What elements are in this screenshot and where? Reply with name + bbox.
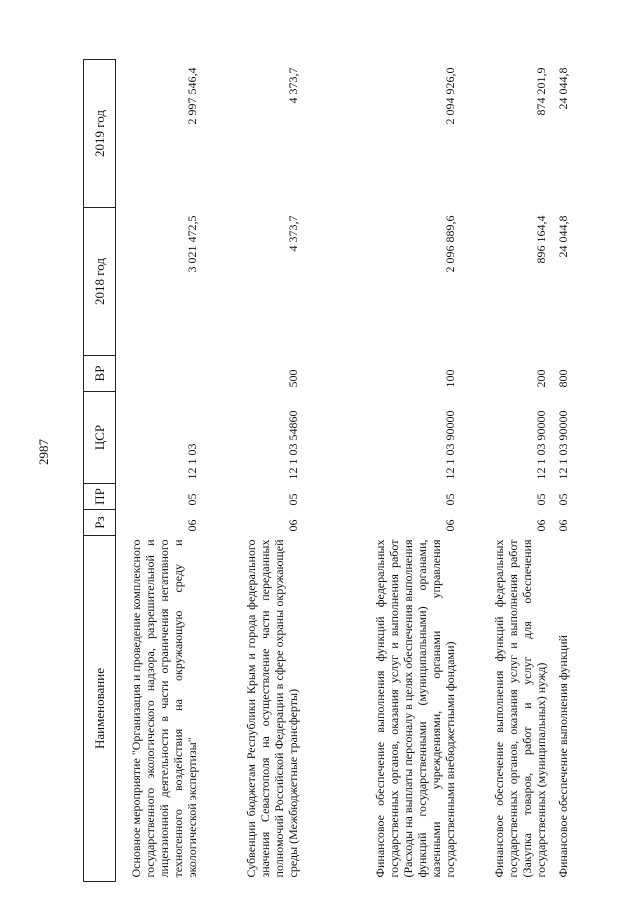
header-pr: ПР: [84, 484, 116, 510]
table-row: [205, 60, 306, 882]
row-name: Финансовое обеспечение выполнения функций: [556, 635, 570, 878]
row-name: Финансовое обеспечение выполнения функций федеральных государственных органов, оказания услуг и выполнения работ (Расходы на выплаты персоналу в целях обеспечения выполнения функций государственными (муниципальными) органами, казенными учреждениями, органами управления государственными внебюджетными фондами): [373, 539, 457, 878]
table-header-row: [84, 60, 116, 882]
row-2018: 24 044,8: [556, 215, 570, 258]
header-vr: ВР: [84, 356, 116, 392]
header-name: Наименование: [84, 536, 116, 882]
row-rz: 06: [534, 519, 548, 532]
row-csr: 12 1 03 90000: [443, 410, 457, 480]
row-pr: 05: [443, 493, 457, 506]
row-name: Финансовое обеспечение выполнения функций федеральных государственных органов, оказания услуг и выполнения работ (Закупка товаров, работ и услуг для обеспечения государственных (муниципальных) нужд): [492, 539, 548, 878]
row-vr: 200: [534, 369, 548, 388]
row-2019: 874 201,9: [534, 67, 548, 116]
row-vr: 500: [286, 369, 300, 388]
header-2018: 2018 год: [84, 208, 116, 356]
table-row: [116, 60, 206, 882]
row-name: Основное мероприятие "Организация и проведение комплексного государственного экологического надзора, разрешительной и лицензионной деятельности в части ограничения негативного техногенного воздействия на окружающую среду и экологической экспертизы": [129, 539, 199, 878]
row-2018: 896 164,4: [534, 215, 548, 264]
row-2018: 2 096 889,6: [443, 215, 457, 273]
row-rz: 06: [185, 519, 199, 532]
budget-table-rotated: [83, 60, 599, 882]
row-2019: 2 997 546,4: [185, 67, 199, 125]
row-csr: 12 1 03 90000: [534, 410, 548, 480]
row-pr: 05: [286, 493, 300, 506]
row-vr: 100: [443, 369, 457, 388]
row-2018: 4 373,7: [286, 215, 300, 252]
page-number: 2987: [36, 439, 51, 465]
row-pr: 05: [556, 493, 570, 506]
row-vr: 800: [556, 369, 570, 388]
page-number-area: [34, 0, 54, 905]
row-csr: 12 1 03 54860: [286, 410, 300, 480]
header-2019: 2019 год: [84, 60, 116, 208]
row-name: Субвенции бюджетам Республики Крым и города федерального значения Севастополя на осуществление части переданных полномочий Российской Федерации в сфере охраны окружающей среды (Межбюджетные трансферты): [244, 539, 300, 878]
row-rz: 06: [556, 519, 570, 532]
table-row: [554, 60, 584, 882]
budget-table: [83, 59, 584, 882]
header-csr: ЦСР: [84, 392, 116, 484]
header-rz: Рз: [84, 510, 116, 536]
row-2019: 4 373,7: [286, 67, 300, 104]
row-rz: 06: [443, 519, 457, 532]
row-vr: [116, 356, 206, 392]
table-row: [306, 60, 463, 882]
table-row: [463, 60, 554, 882]
row-pr: 05: [185, 493, 199, 506]
row-csr: 12 1 03 90000: [556, 410, 570, 480]
row-rz: 06: [286, 519, 300, 532]
row-csr: 12 1 03: [185, 443, 199, 480]
row-2019: 2 094 926,0: [443, 67, 457, 125]
row-pr: 05: [534, 493, 548, 506]
row-2019: 24 044,8: [556, 67, 570, 110]
row-2018: 3 021 472,5: [185, 215, 199, 273]
